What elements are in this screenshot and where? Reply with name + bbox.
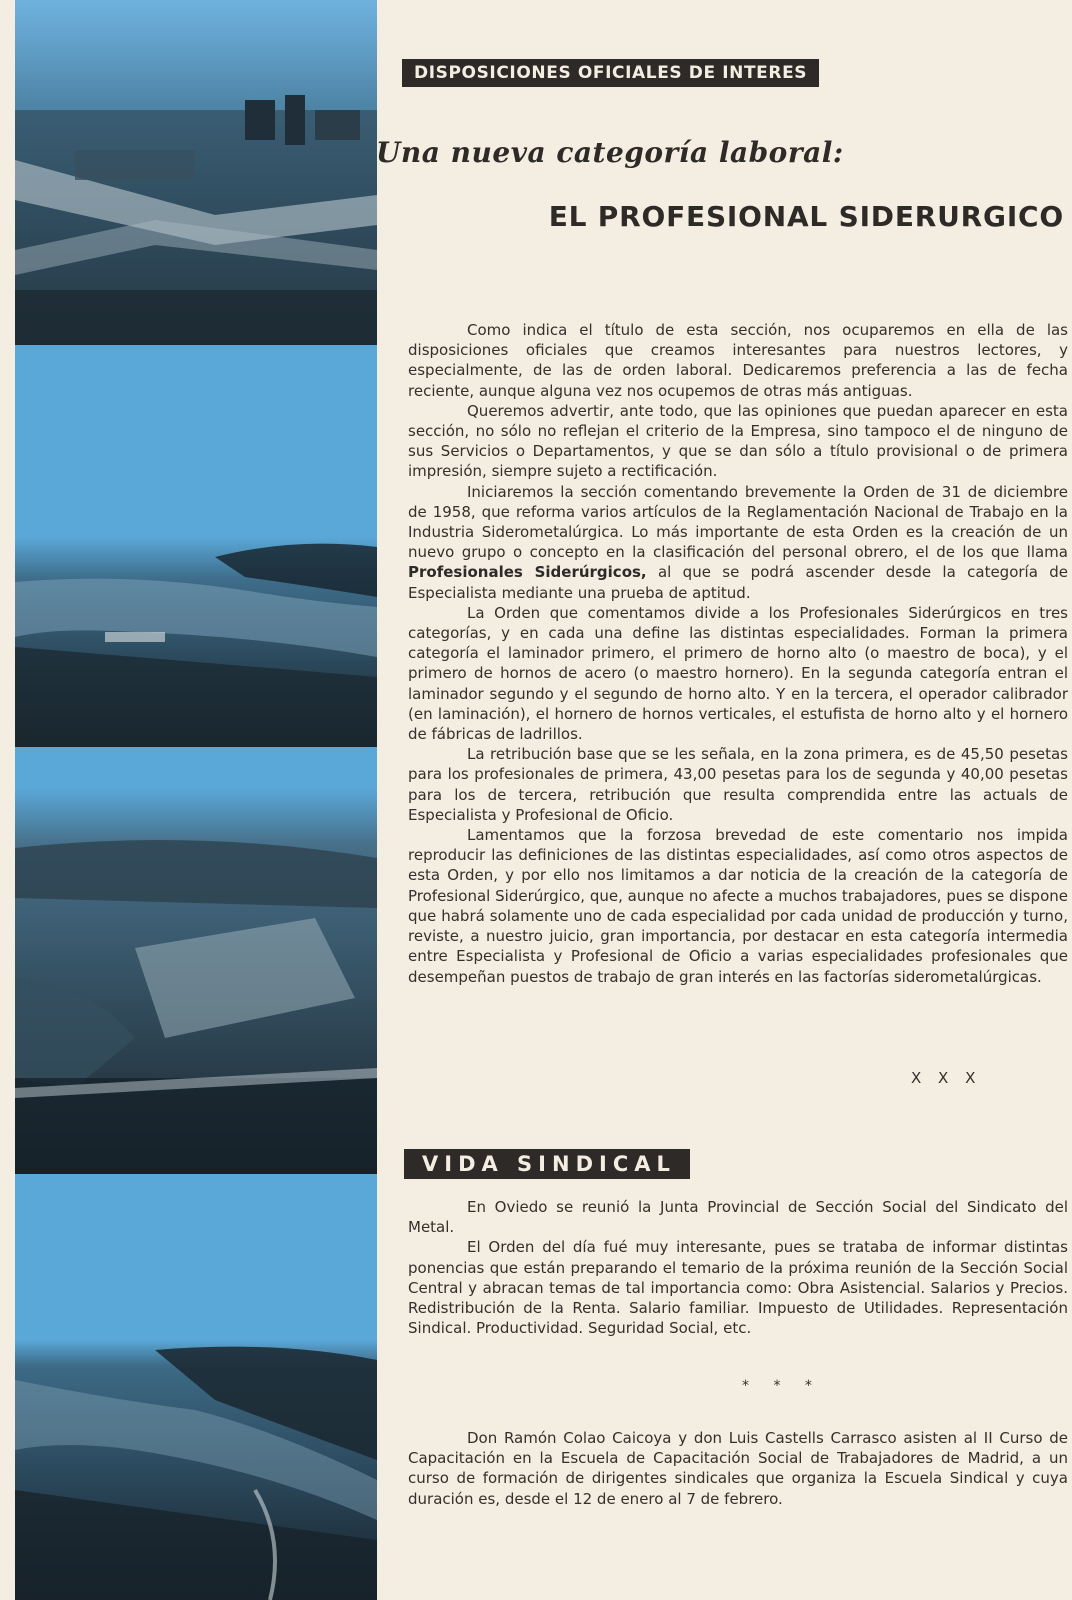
photo-strip bbox=[15, 0, 377, 1600]
paragraph: El Orden del día fué muy interesante, pues se trataba de informar distintas ponencias que están preparando el temario de la próxima reunión de la Sección Social Central y abracan temas de tal importancia como: Obra Asistencial. Salarios y Precios. Redistribución de la Renta. Salario familiar. Impuesto de Utilidades. Representación Sindical. Productividad. Seguridad Social, etc. bbox=[408, 1238, 1068, 1338]
aerial-photo-coastline bbox=[15, 1340, 377, 1600]
aerial-photo-industrial-harbor bbox=[15, 788, 377, 1174]
paragraph-text: al que se podrá ascender desde la categoría de Especialista mediante una prueba de aptitud. bbox=[408, 563, 1068, 602]
article-body bbox=[408, 320, 1068, 987]
section-separator: * * * bbox=[742, 1378, 822, 1394]
paragraph: La Orden que comentamos divide a los Profesionales Siderúrgicos en tres categorías, y en cada una define las distintas especialidades. Forman la primera categoría el laminador primero, el primero de horno alto (o maestro de boca), y el primero de hornos de acero (o maestro hornero). En la segunda categoría entran el laminador segundo y el segundo de horno alto. Y en la tercera, el operador calibrador (en laminación), el hornero de hornos verticales, el estufista de horno alto y el hornero de fábricas de ladrillos. bbox=[408, 603, 1068, 744]
aerial-photo-steelworks bbox=[15, 0, 377, 345]
article-signature: X X X bbox=[911, 1069, 982, 1087]
paragraph: Don Ramón Colao Caicoya y don Luis Castells Carrasco asisten al II Curso de Capacitación en la Escuela de Capacitación Social de Trabajadores de Madrid, a un curso de formación de dirigentes sindicales que organiza la Escuela Sindical y cuya duración es, desde el 12 de enero al 7 de febrero. bbox=[408, 1429, 1068, 1508]
paragraph: Queremos advertir, ante todo, que las opiniones que puedan aparecer en esta sección, no sólo no reflejan el criterio de la Empresa, sino tampoco el de ninguno de sus Servicios o Departamentos, y que se dan sólo a título provisional o de primera impresión, siempre sujeto a rectificación. bbox=[408, 401, 1068, 481]
paragraph: Lamentamos que la forzosa brevedad de este comentario nos impida reproducir las definiciones de las distintas especialidades, así como otros aspectos de esta Orden, y por ello nos limitamos a dar noticia de la creación de la categoría de Profesional Siderúrgico, que, aunque no afecte a muchos trabajadores, pues se dispone que habrá solamente uno de cada especialidad por cada unidad de producción y turno, reviste, a nuestro juicio, gran importancia, por destacar en esta categoría intermedia entre Especialista y Profesional de Oficio a varias especialidades profesionales que desempeñan puestos de trabajo de gran interés en las factorías siderometalúrgicas. bbox=[408, 826, 1068, 986]
paragraph-text: Iniciaremos la sección comentando brevemente la Orden de 31 de diciembre de 1958, que reforma varios artículos de la Reglamentación Nacional de Trabajo en la Industria Siderometalúrgica. Lo más importante de esta Orden es la creación de un nuevo grupo o concepto en la clasificación del personal obrero, el de los que llama bbox=[408, 482, 1068, 562]
article-column bbox=[376, 0, 1072, 1600]
section-header-disposiciones: DISPOSICIONES OFICIALES DE INTERES bbox=[402, 59, 819, 87]
highlighted-term: Profesionales Siderúrgicos, bbox=[408, 563, 647, 582]
vida-sindical-note bbox=[408, 1428, 1068, 1509]
paragraph: Como indica el título de esta sección, nos ocuparemos en ella de las disposiciones oficiales que creamos interesantes para nuestros lectores, y especialmente, de las de orden laboral. Dedicaremos preferencia a las de fecha reciente, aunque alguna vez nos ocupemos de otras más antiguas. bbox=[408, 321, 1068, 400]
article-kicker: Una nueva categoría laboral: bbox=[376, 136, 844, 169]
paragraph bbox=[408, 482, 1068, 603]
vida-sindical-body bbox=[408, 1197, 1068, 1338]
paragraph: En Oviedo se reunió la Junta Provincial de Sección Social del Sindicato del Metal. bbox=[408, 1198, 1068, 1237]
aerial-photo-estuary bbox=[15, 537, 377, 747]
article-title: EL PROFESIONAL SIDERURGICO bbox=[548, 200, 1064, 233]
paragraph: La retribución base que se les señala, en la zona primera, es de 45,50 pesetas para los profesionales de primera, 43,00 pesetas para los de segunda y 40,00 pesetas para los de tercera, retribución que resulta comprendida entre las actuals de Especialista y Profesional de Oficio. bbox=[408, 745, 1068, 824]
section-header-vida-sindical: VIDA SINDICAL bbox=[404, 1149, 690, 1179]
